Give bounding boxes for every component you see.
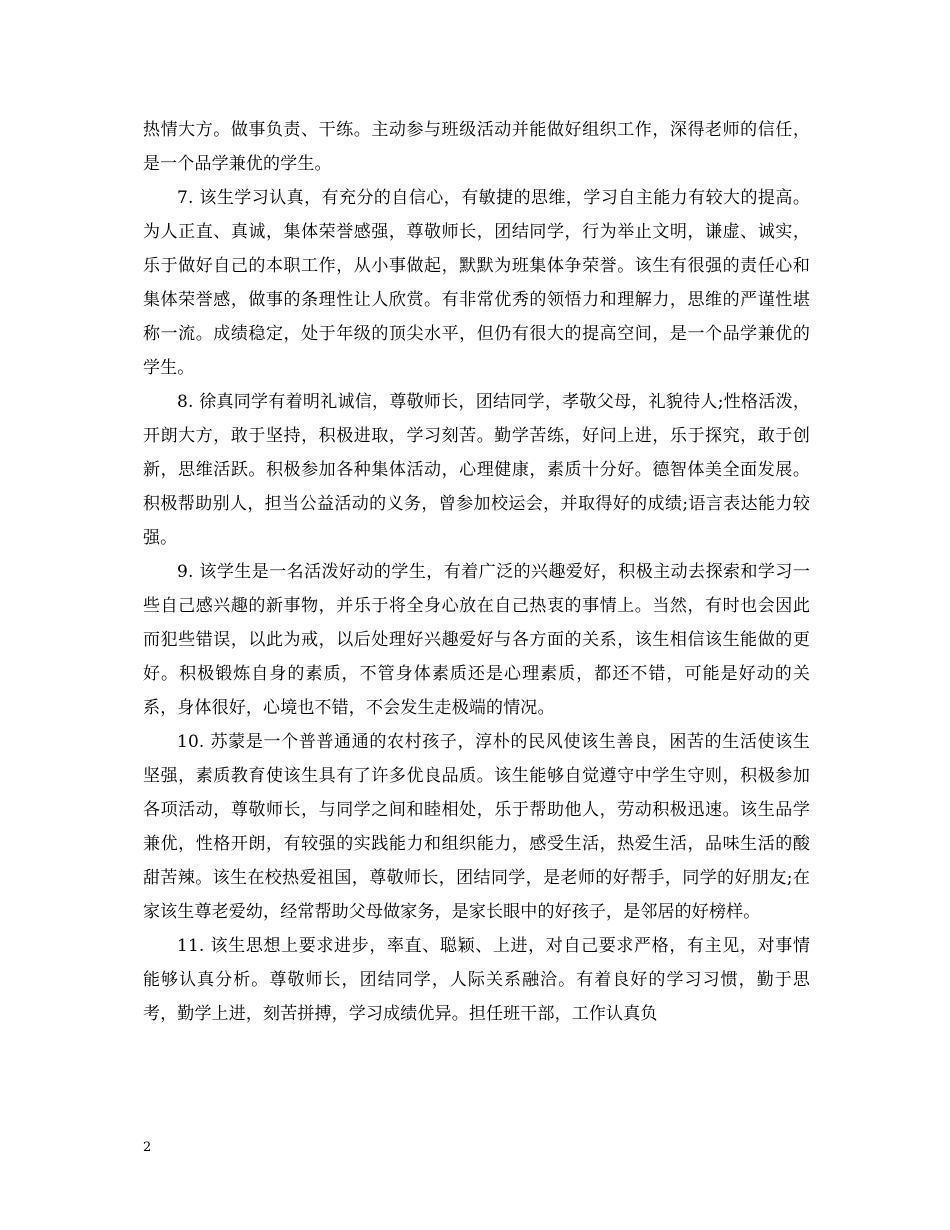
paragraph-item-9: 9. 该学生是一名活泼好动的学生，有着广泛的兴趣爱好，积极主动去探索和学习一些自己感兴趣的新事物，并乐于将全身心放在自己热衷的事情上。当然，有时也会因此而犯些错误，以此为戒，以后处理好兴趣爱好与各方面的关系，该生相信该生能做的更好。积极锻炼自身的素质，不管身体素质还是心理素质，都还不错，可能是好动的关系，身体很好，心境也不错，不会发生走极端的情况。 (143, 562, 810, 718)
document-body (143, 113, 810, 1031)
page-number: 2 (143, 1140, 152, 1155)
paragraph-item-10: 10. 苏蒙是一个普普通通的农村孩子，淳朴的民风使该生善良，困苦的生活使该生坚强，素质教育使该生具有了许多优良品质。该生能够自觉遵守中学生守则，积极参加各项活动，尊敬师长，与同学之间和睦相处，乐于帮助他人，劳动积极迅速。该生品学兼优，性格开朗，有较强的实践能力和组织能力，感受生活，热爱生活，品味生活的酸甜苦辣。该生在校热爱祖国，尊敬师长，团结同学，是老师的好帮手，同学的好朋友;在家该生尊老爱幼，经常帮助父母做家务，是家长眼中的好孩子，是邻居的好榜样。 (143, 732, 810, 922)
paragraph-item-11: 11. 该生思想上要求进步，率直、聪颖、上进，对自己要求严格，有主见，对事情能够认真分析。尊敬师长，团结同学，人际关系融洽。有着良好的学习习惯，勤于思考，勤学上进，刻苦拼搏，学习成绩优异。担任班干部，工作认真负 (143, 936, 810, 1024)
paragraph-item-7: 7. 该生学习认真，有充分的自信心，有敏捷的思维，学习自主能力有较大的提高。为人正直、真诚，集体荣誉感强，尊敬师长，团结同学，行为举止文明，谦虚、诚实，乐于做好自己的本职工作，从小事做起，默默为班集体争荣誉。该生有很强的责任心和集体荣誉感，做事的条理性让人欣赏。有非常优秀的领悟力和理解力，思维的严谨性堪称一流。成绩稳定，处于年级的顶尖水平，但仍有很大的提高空间，是一个品学兼优的学生。 (143, 188, 810, 378)
paragraph-item-8: 8. 徐真同学有着明礼诚信，尊敬师长，团结同学，孝敬父母，礼貌待人;性格活泼，开朗大方，敢于坚持，积极进取，学习刻苦。勤学苦练，好问上进，乐于探究，敢于创新，思维活跃。积极参加各种集体活动，心理健康，素质十分好。德智体美全面发展。积极帮助别人，担当公益活动的义务，曾参加校运会，并取得好的成绩;语言表达能力较强。 (143, 392, 810, 548)
paragraph-continuation: 热情大方。做事负责、干练。主动参与班级活动并能做好组织工作，深得老师的信任，是一个品学兼优的学生。 (143, 120, 810, 174)
